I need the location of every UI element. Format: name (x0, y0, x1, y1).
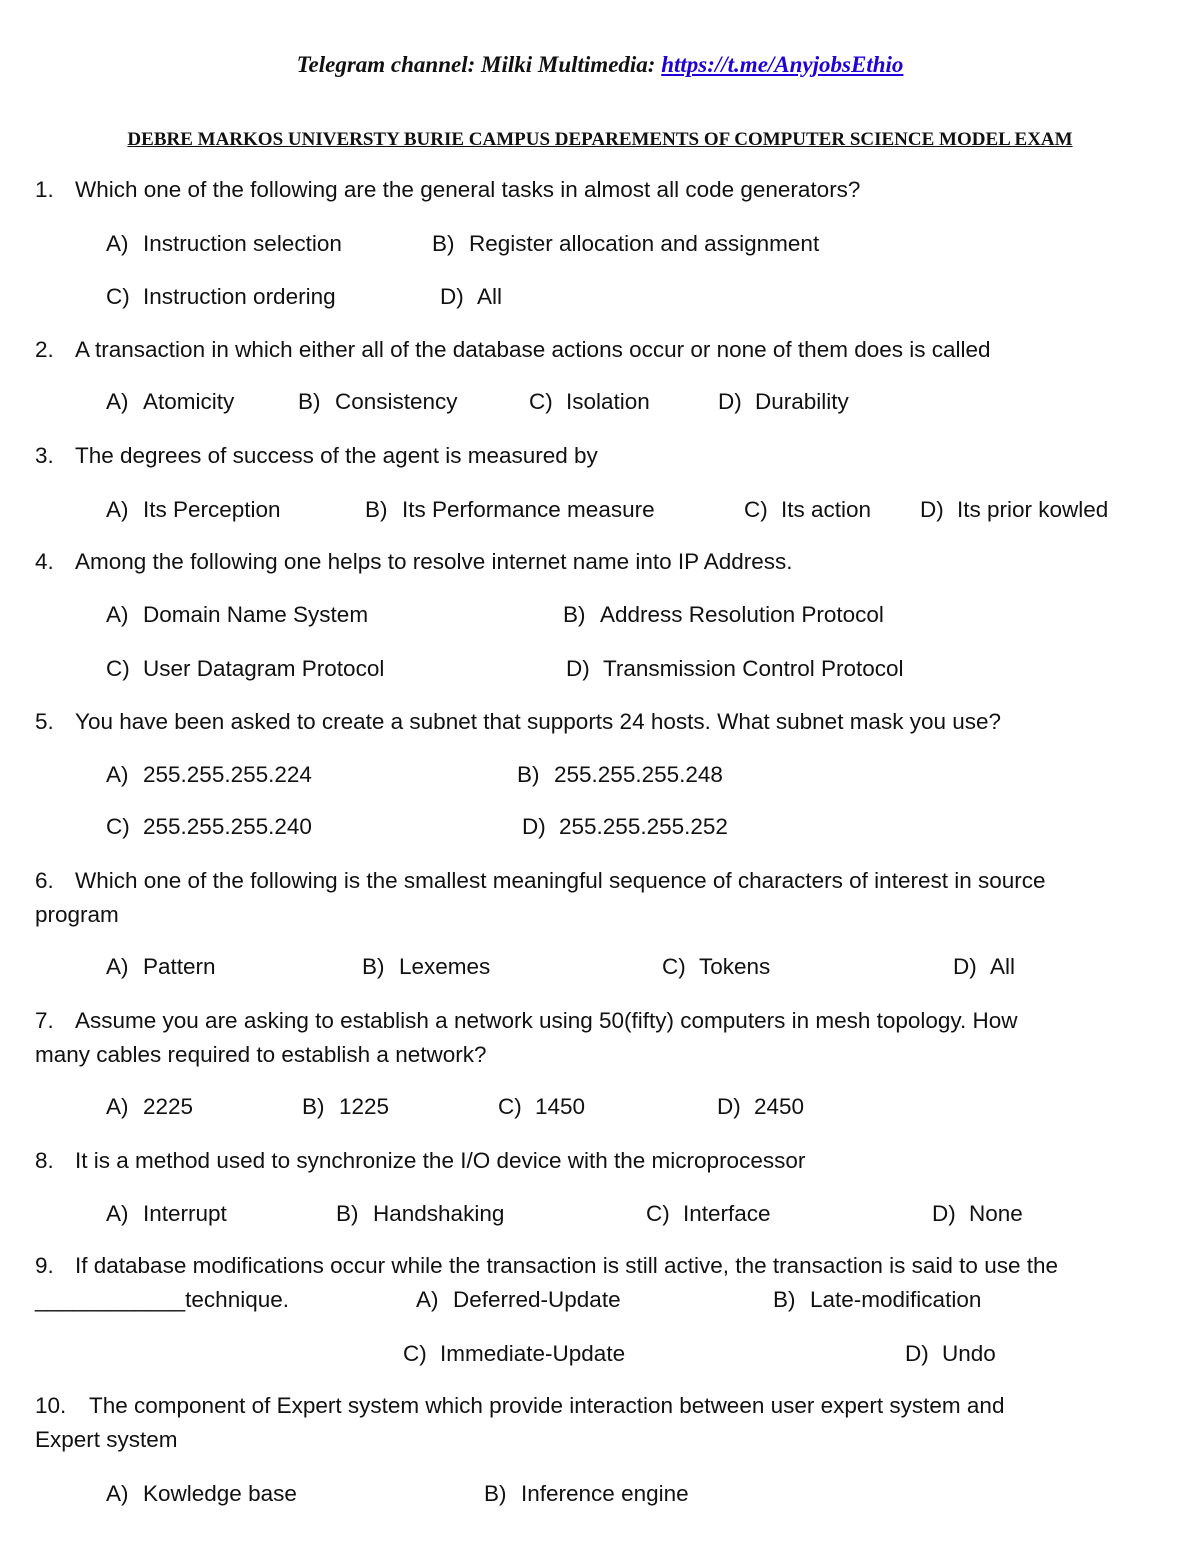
question-10 (35, 1389, 1004, 1423)
q9-option-a: A) Deferred-Update (416, 1287, 621, 1312)
q9-option-c: C) Immediate-Update (403, 1341, 626, 1366)
question-number: 4. (35, 549, 54, 574)
question-text: The degrees of success of the agent is measured by (75, 443, 598, 468)
question-text: It is a method used to synchronize the I/O device with the microprocessor (75, 1148, 806, 1173)
q1-option-d: D) All (440, 284, 503, 309)
question-3 (35, 439, 598, 473)
question-number: 6. (35, 868, 54, 893)
question-text: Which one of the following are the general tasks in almost all code generators? (75, 177, 861, 202)
q3-option-c: C) Its action (744, 497, 872, 522)
question-number: 1. (35, 177, 54, 202)
q6-option-a: A) Pattern (106, 954, 216, 979)
q5-option-c: C) 255.255.255.240 (106, 814, 312, 839)
q2-option-c: C) Isolation (529, 389, 650, 414)
q7-option-a: A) 2225 (106, 1094, 194, 1119)
question-number: 10. (35, 1393, 67, 1418)
q4-option-d: D) Transmission Control Protocol (566, 656, 904, 681)
q9-option-d: D) Undo (905, 1341, 996, 1366)
q4-option-c: C) User Datagram Protocol (106, 656, 385, 681)
question-6 (35, 864, 1046, 898)
q3-option-d: D) Its prior kowled (920, 497, 1109, 522)
q3-option-b: B) Its Performance measure (365, 497, 655, 522)
question-number: 9. (35, 1253, 54, 1278)
q10-option-a: A) Kowledge base (106, 1481, 297, 1506)
q9-option-b: B) Late-modification (773, 1287, 982, 1312)
q7-option-c: C) 1450 (498, 1094, 586, 1119)
question-9 (35, 1249, 1058, 1283)
q10-option-b: B) Inference engine (484, 1481, 689, 1506)
question-text: You have been asked to create a subnet that supports 24 hosts. What subnet mask you use? (75, 709, 1002, 734)
q8-option-c: C) Interface (646, 1201, 771, 1226)
header-prefix: Telegram channel: Milki Multimedia: (296, 52, 662, 77)
question-2 (35, 333, 991, 367)
q2-option-b: B) Consistency (298, 389, 458, 414)
q4-option-a: A) Domain Name System (106, 602, 369, 627)
q8-option-a: A) Interrupt (106, 1201, 227, 1226)
q6-option-b: B) Lexemes (362, 954, 491, 979)
question-number: 5. (35, 709, 54, 734)
question-number: 3. (35, 443, 54, 468)
question-7 (35, 1004, 1018, 1038)
question-text: A transaction in which either all of the database actions occur or none of them does is called (75, 337, 991, 362)
telegram-link[interactable]: https://t.me/AnyjobsEthio (661, 52, 904, 77)
q5-option-d: D) 255.255.255.252 (522, 814, 728, 839)
q1-option-b: B) Register allocation and assignment (432, 231, 820, 256)
question-4 (35, 545, 793, 579)
question-9-continued: ____________technique. (35, 1287, 289, 1312)
question-8 (35, 1144, 805, 1178)
q1-option-a: A) Instruction selection (106, 231, 342, 256)
question-1 (35, 173, 860, 207)
question-text: If database modifications occur while the transaction is still active, the transaction is said to use the (75, 1253, 1059, 1278)
q7-option-b: B) 1225 (302, 1094, 390, 1119)
question-number: 7. (35, 1008, 54, 1033)
question-number: 2. (35, 337, 54, 362)
q2-option-a: A) Atomicity (106, 389, 235, 414)
question-text: Assume you are asking to establish a network using 50(fifty) computers in mesh topology. How (75, 1008, 1018, 1033)
telegram-header (0, 52, 1200, 78)
q8-option-d: D) None (932, 1201, 1023, 1226)
q5-option-b: B) 255.255.255.248 (517, 762, 723, 787)
question-number: 8. (35, 1148, 54, 1173)
question-text: Among the following one helps to resolve internet name into IP Address. (75, 549, 793, 574)
q4-option-b: B) Address Resolution Protocol (563, 602, 884, 627)
question-5 (35, 705, 1001, 739)
q3-option-a: A) Its Perception (106, 497, 281, 522)
q5-option-a: A) 255.255.255.224 (106, 762, 312, 787)
question-text: Which one of the following is the smallest meaningful sequence of characters of interest in source (75, 868, 1046, 893)
question-10-continued: Expert system (35, 1427, 178, 1452)
question-6-continued: program (35, 902, 119, 927)
exam-title: DEBRE MARKOS UNIVERSTY BURIE CAMPUS DEPAREMENTS OF COMPUTER SCIENCE MODEL EXAM (127, 129, 1073, 150)
q1-option-c: C) Instruction ordering (106, 284, 336, 309)
q2-option-d: D) Durability (718, 389, 849, 414)
q8-option-b: B) Handshaking (336, 1201, 505, 1226)
q6-option-d: D) All (953, 954, 1016, 979)
question-text: The component of Expert system which provide interaction between user expert system and (89, 1393, 1005, 1418)
q7-option-d: D) 2450 (717, 1094, 805, 1119)
q6-option-c: C) Tokens (662, 954, 771, 979)
question-7-continued: many cables required to establish a network? (35, 1042, 487, 1067)
